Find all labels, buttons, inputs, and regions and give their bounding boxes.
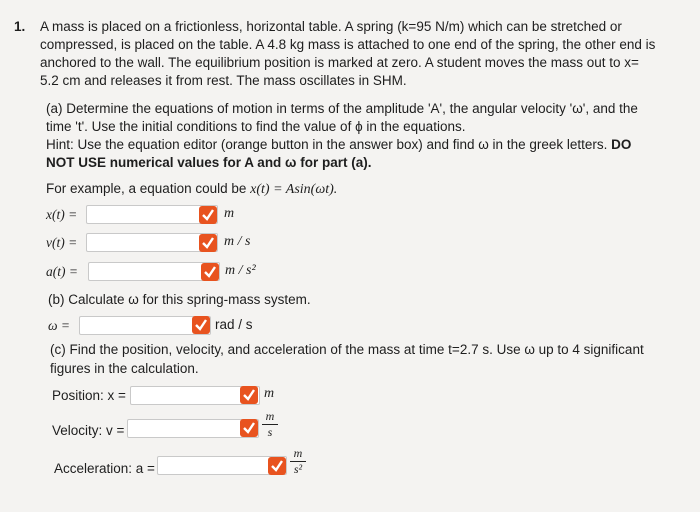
check-icon — [199, 206, 217, 224]
check-icon — [192, 316, 210, 334]
equation-editor-button[interactable] — [199, 206, 217, 224]
intro-line-4: 5.2 cm and releases it from rest. The mass oscillates in SHM. — [40, 73, 407, 88]
part-a-warning: NOT USE numerical values for A and ω for part (a). — [46, 155, 372, 170]
acceleration-unit: m s² — [290, 447, 306, 476]
equation-editor-button[interactable] — [199, 234, 217, 252]
omega-unit: rad / s — [215, 317, 253, 332]
velocity-label: Velocity: v = — [52, 423, 125, 438]
check-icon — [268, 457, 286, 475]
equation-editor-button[interactable] — [240, 419, 258, 437]
check-icon — [240, 386, 258, 404]
intro-line-2: compressed, is placed on the table. A 4.8 kg mass is attached to one end of the spring, the other end is — [40, 37, 656, 52]
part-a-hint: Hint: Use the equation editor (orange button in the answer box) and find ω in the greek letters. DO — [46, 137, 632, 152]
check-icon — [240, 419, 258, 437]
example-text: For example, a equation could be x(t) = Asin(ωt). — [46, 181, 338, 197]
equation-editor-button[interactable] — [192, 316, 210, 334]
intro-line-3: anchored to the wall. The equilibrium position is marked at zero. A student moves the mass out to x= — [40, 55, 639, 70]
equation-editor-button[interactable] — [240, 386, 258, 404]
position-label: Position: x = — [52, 388, 126, 403]
equation-editor-button[interactable] — [268, 457, 286, 475]
a-eq-label: a(t) = — [46, 264, 78, 279]
acceleration-label: Acceleration: a = — [54, 461, 155, 476]
part-a-line-2: time 't'. Use the initial conditions to find the value of ϕ in the equations. — [46, 119, 466, 134]
part-a-line-1: (a) Determine the equations of motion in terms of the amplitude 'A', the angular velocity 'ω', and the — [46, 101, 638, 116]
v-unit: m / s — [224, 234, 251, 249]
a-unit: m / s² — [225, 263, 256, 278]
part-c-line-2: figures in the calculation. — [50, 361, 199, 376]
equation-editor-button[interactable] — [201, 263, 219, 281]
v-eq-label: v(t) = — [46, 235, 78, 250]
position-unit: m — [264, 386, 275, 401]
question-number: 1. — [14, 19, 26, 34]
velocity-unit: m s — [262, 410, 278, 439]
part-c-line-1: (c) Find the position, velocity, and acceleration of the mass at time t=2.7 s. Use ω up to 4 significant — [50, 342, 644, 357]
check-icon — [199, 234, 217, 252]
x-eq-label: x(t) = — [46, 207, 78, 222]
part-b-prompt: (b) Calculate ω for this spring-mass system. — [48, 292, 311, 307]
check-icon — [201, 263, 219, 281]
omega-label: ω = — [48, 318, 71, 333]
intro-line-1: A mass is placed on a frictionless, horizontal table. A spring (k=95 N/m) which can be stretched or — [40, 19, 622, 34]
x-unit: m — [224, 206, 235, 221]
